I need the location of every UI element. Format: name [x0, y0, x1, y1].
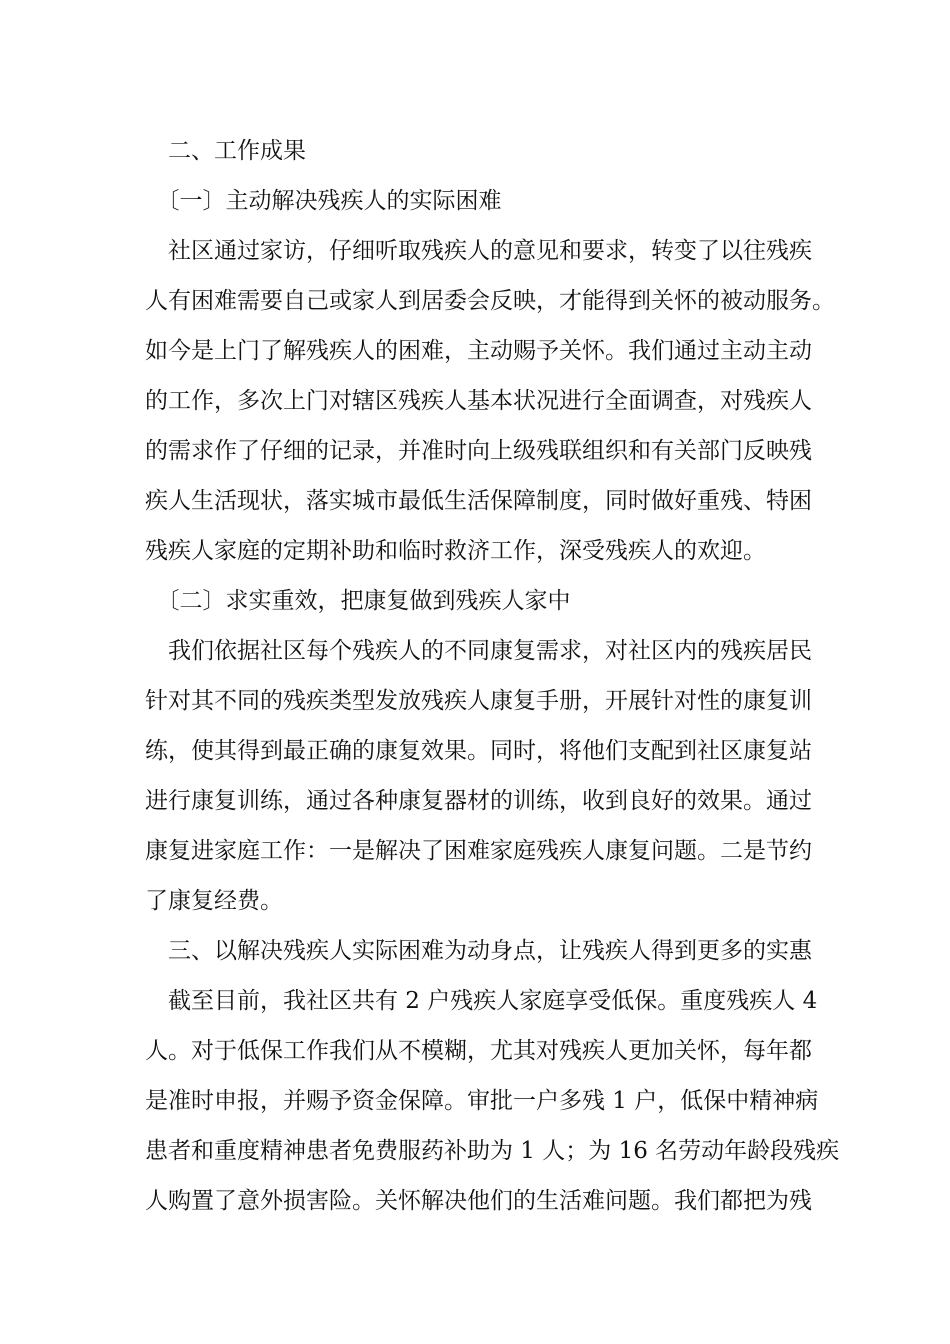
subsection-heading-1: 〔一〕主动解决残疾人的实际困难	[145, 188, 502, 214]
paragraph-line: 人有困难需要自己或家人到居委会反映，才能得到关怀的被动服务。	[145, 288, 835, 314]
paragraph-line: 康复进家庭工作：一是解决了困难家庭残疾人康复问题。二是节约	[145, 838, 812, 864]
paragraph-line: 针对其不同的残疾类型发放残疾人康复手册，开展针对性的康复训	[145, 688, 812, 714]
paragraph-line: 如今是上门了解残疾人的困难，主动赐予关怀。我们通过主动主动	[145, 338, 812, 364]
paragraph-line: 患者和重度精神患者免费服药补助为 1 人；为 16 名劳动年龄段残疾	[145, 1138, 840, 1164]
paragraph-line: 的工作，多次上门对辖区残疾人基本状况进行全面调查，对残疾人	[145, 388, 812, 414]
subsection-heading-2: 〔二〕求实重效，把康复做到残疾人家中	[145, 588, 571, 614]
paragraph-line: 人。对于低保工作我们从不模糊，尤其对残疾人更加关怀，每年都	[145, 1038, 812, 1064]
paragraph-line: 的需求作了仔细的记录，并准时向上级残联组织和有关部门反映残	[145, 438, 812, 464]
paragraph-line: 截至目前，我社区共有 2 户残疾人家庭享受低保。重度残疾人 4	[145, 988, 818, 1014]
section-heading-work-results: 二、工作成果	[145, 138, 306, 164]
paragraph-line: 社区通过家访，仔细听取残疾人的意见和要求，转变了以往残疾	[145, 238, 812, 264]
section-heading-3: 三、以解决残疾人实际困难为动身点，让残疾人得到更多的实惠	[145, 938, 812, 964]
paragraph-line: 人购置了意外损害险。关怀解决他们的生活难问题。我们都把为残	[145, 1188, 812, 1214]
paragraph-line: 是准时申报，并赐予资金保障。审批一户多残 1 户，低保中精神病	[145, 1088, 819, 1114]
document-body	[145, 126, 840, 1226]
paragraph-line: 练，使其得到最正确的康复效果。同时，将他们支配到社区康复站	[145, 738, 812, 764]
paragraph-line: 我们依据社区每个残疾人的不同康复需求，对社区内的残疾居民	[145, 638, 812, 664]
paragraph-line: 残疾人家庭的定期补助和临时救济工作，深受残疾人的欢迎。	[145, 538, 766, 564]
paragraph-line: 疾人生活现状，落实城市最低生活保障制度，同时做好重残、特困	[145, 488, 812, 514]
paragraph-line: 进行康复训练，通过各种康复器材的训练，收到良好的效果。通过	[145, 788, 812, 814]
paragraph-line: 了康复经费。	[145, 888, 283, 914]
